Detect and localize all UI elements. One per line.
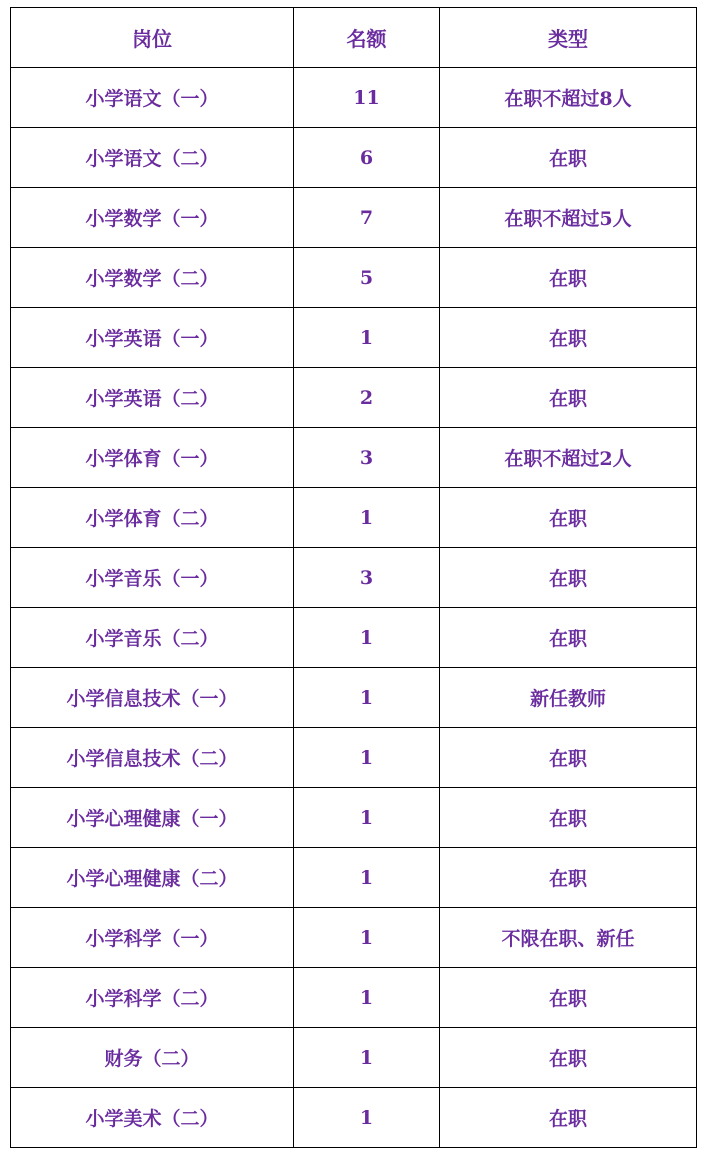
table-row bbox=[11, 68, 697, 128]
cell-type: 在职 bbox=[440, 728, 697, 788]
cell-type: 在职 bbox=[440, 308, 697, 368]
cell-type: 在职 bbox=[440, 548, 697, 608]
table-row bbox=[11, 548, 697, 608]
table-row bbox=[11, 1088, 697, 1148]
cell-position: 小学心理健康（二） bbox=[11, 848, 294, 908]
cell-position: 小学美术（二） bbox=[11, 1088, 294, 1148]
cell-quota: 1 bbox=[294, 608, 440, 668]
recruitment-table bbox=[10, 7, 697, 1148]
cell-type: 在职 bbox=[440, 788, 697, 848]
cell-quota: 1 bbox=[294, 848, 440, 908]
cell-type: 在职 bbox=[440, 1088, 697, 1148]
cell-type: 在职 bbox=[440, 488, 697, 548]
cell-position: 小学数学（一） bbox=[11, 188, 294, 248]
table-row bbox=[11, 428, 697, 488]
cell-quota: 6 bbox=[294, 128, 440, 188]
cell-quota: 7 bbox=[294, 188, 440, 248]
table-row bbox=[11, 608, 697, 668]
header-row bbox=[11, 8, 697, 68]
cell-quota: 1 bbox=[294, 668, 440, 728]
cell-quota: 2 bbox=[294, 368, 440, 428]
cell-position: 小学语文（一） bbox=[11, 68, 294, 128]
header-type: 类型 bbox=[440, 8, 697, 68]
table-row bbox=[11, 308, 697, 368]
cell-type: 在职 bbox=[440, 1028, 697, 1088]
cell-quota: 3 bbox=[294, 548, 440, 608]
table-row bbox=[11, 908, 697, 968]
cell-type: 在职 bbox=[440, 128, 697, 188]
cell-position: 小学英语（二） bbox=[11, 368, 294, 428]
table-row bbox=[11, 488, 697, 548]
cell-quota: 3 bbox=[294, 428, 440, 488]
cell-quota: 1 bbox=[294, 308, 440, 368]
table-row bbox=[11, 368, 697, 428]
table-row bbox=[11, 788, 697, 848]
cell-quota: 1 bbox=[294, 908, 440, 968]
cell-position: 小学体育（一） bbox=[11, 428, 294, 488]
cell-position: 财务（二） bbox=[11, 1028, 294, 1088]
cell-position: 小学科学（一） bbox=[11, 908, 294, 968]
table-row bbox=[11, 848, 697, 908]
cell-quota: 1 bbox=[294, 488, 440, 548]
cell-type: 新任教师 bbox=[440, 668, 697, 728]
cell-position: 小学体育（二） bbox=[11, 488, 294, 548]
table-row bbox=[11, 248, 697, 308]
table-row bbox=[11, 968, 697, 1028]
cell-position: 小学信息技术（二） bbox=[11, 728, 294, 788]
table-row bbox=[11, 188, 697, 248]
table-header bbox=[11, 8, 697, 68]
cell-type: 在职 bbox=[440, 968, 697, 1028]
table-row bbox=[11, 128, 697, 188]
cell-quota: 11 bbox=[294, 68, 440, 128]
cell-type: 在职不超过2人 bbox=[440, 428, 697, 488]
header-position: 岗位 bbox=[11, 8, 294, 68]
cell-type: 在职不超过8人 bbox=[440, 68, 697, 128]
cell-quota: 1 bbox=[294, 788, 440, 848]
cell-type: 在职不超过5人 bbox=[440, 188, 697, 248]
cell-position: 小学科学（二） bbox=[11, 968, 294, 1028]
cell-position: 小学信息技术（一） bbox=[11, 668, 294, 728]
cell-quota: 5 bbox=[294, 248, 440, 308]
recruitment-table-container bbox=[10, 7, 696, 1148]
cell-position: 小学数学（二） bbox=[11, 248, 294, 308]
cell-type: 在职 bbox=[440, 848, 697, 908]
cell-type: 不限在职、新任 bbox=[440, 908, 697, 968]
cell-position: 小学音乐（二） bbox=[11, 608, 294, 668]
cell-quota: 1 bbox=[294, 728, 440, 788]
cell-position: 小学英语（一） bbox=[11, 308, 294, 368]
table-row bbox=[11, 728, 697, 788]
cell-quota: 1 bbox=[294, 968, 440, 1028]
cell-quota: 1 bbox=[294, 1088, 440, 1148]
table-body bbox=[11, 68, 697, 1148]
cell-quota: 1 bbox=[294, 1028, 440, 1088]
cell-position: 小学语文（二） bbox=[11, 128, 294, 188]
cell-type: 在职 bbox=[440, 248, 697, 308]
cell-type: 在职 bbox=[440, 368, 697, 428]
header-quota: 名额 bbox=[294, 8, 440, 68]
table-row bbox=[11, 668, 697, 728]
cell-type: 在职 bbox=[440, 608, 697, 668]
cell-position: 小学音乐（一） bbox=[11, 548, 294, 608]
table-row bbox=[11, 1028, 697, 1088]
cell-position: 小学心理健康（一） bbox=[11, 788, 294, 848]
